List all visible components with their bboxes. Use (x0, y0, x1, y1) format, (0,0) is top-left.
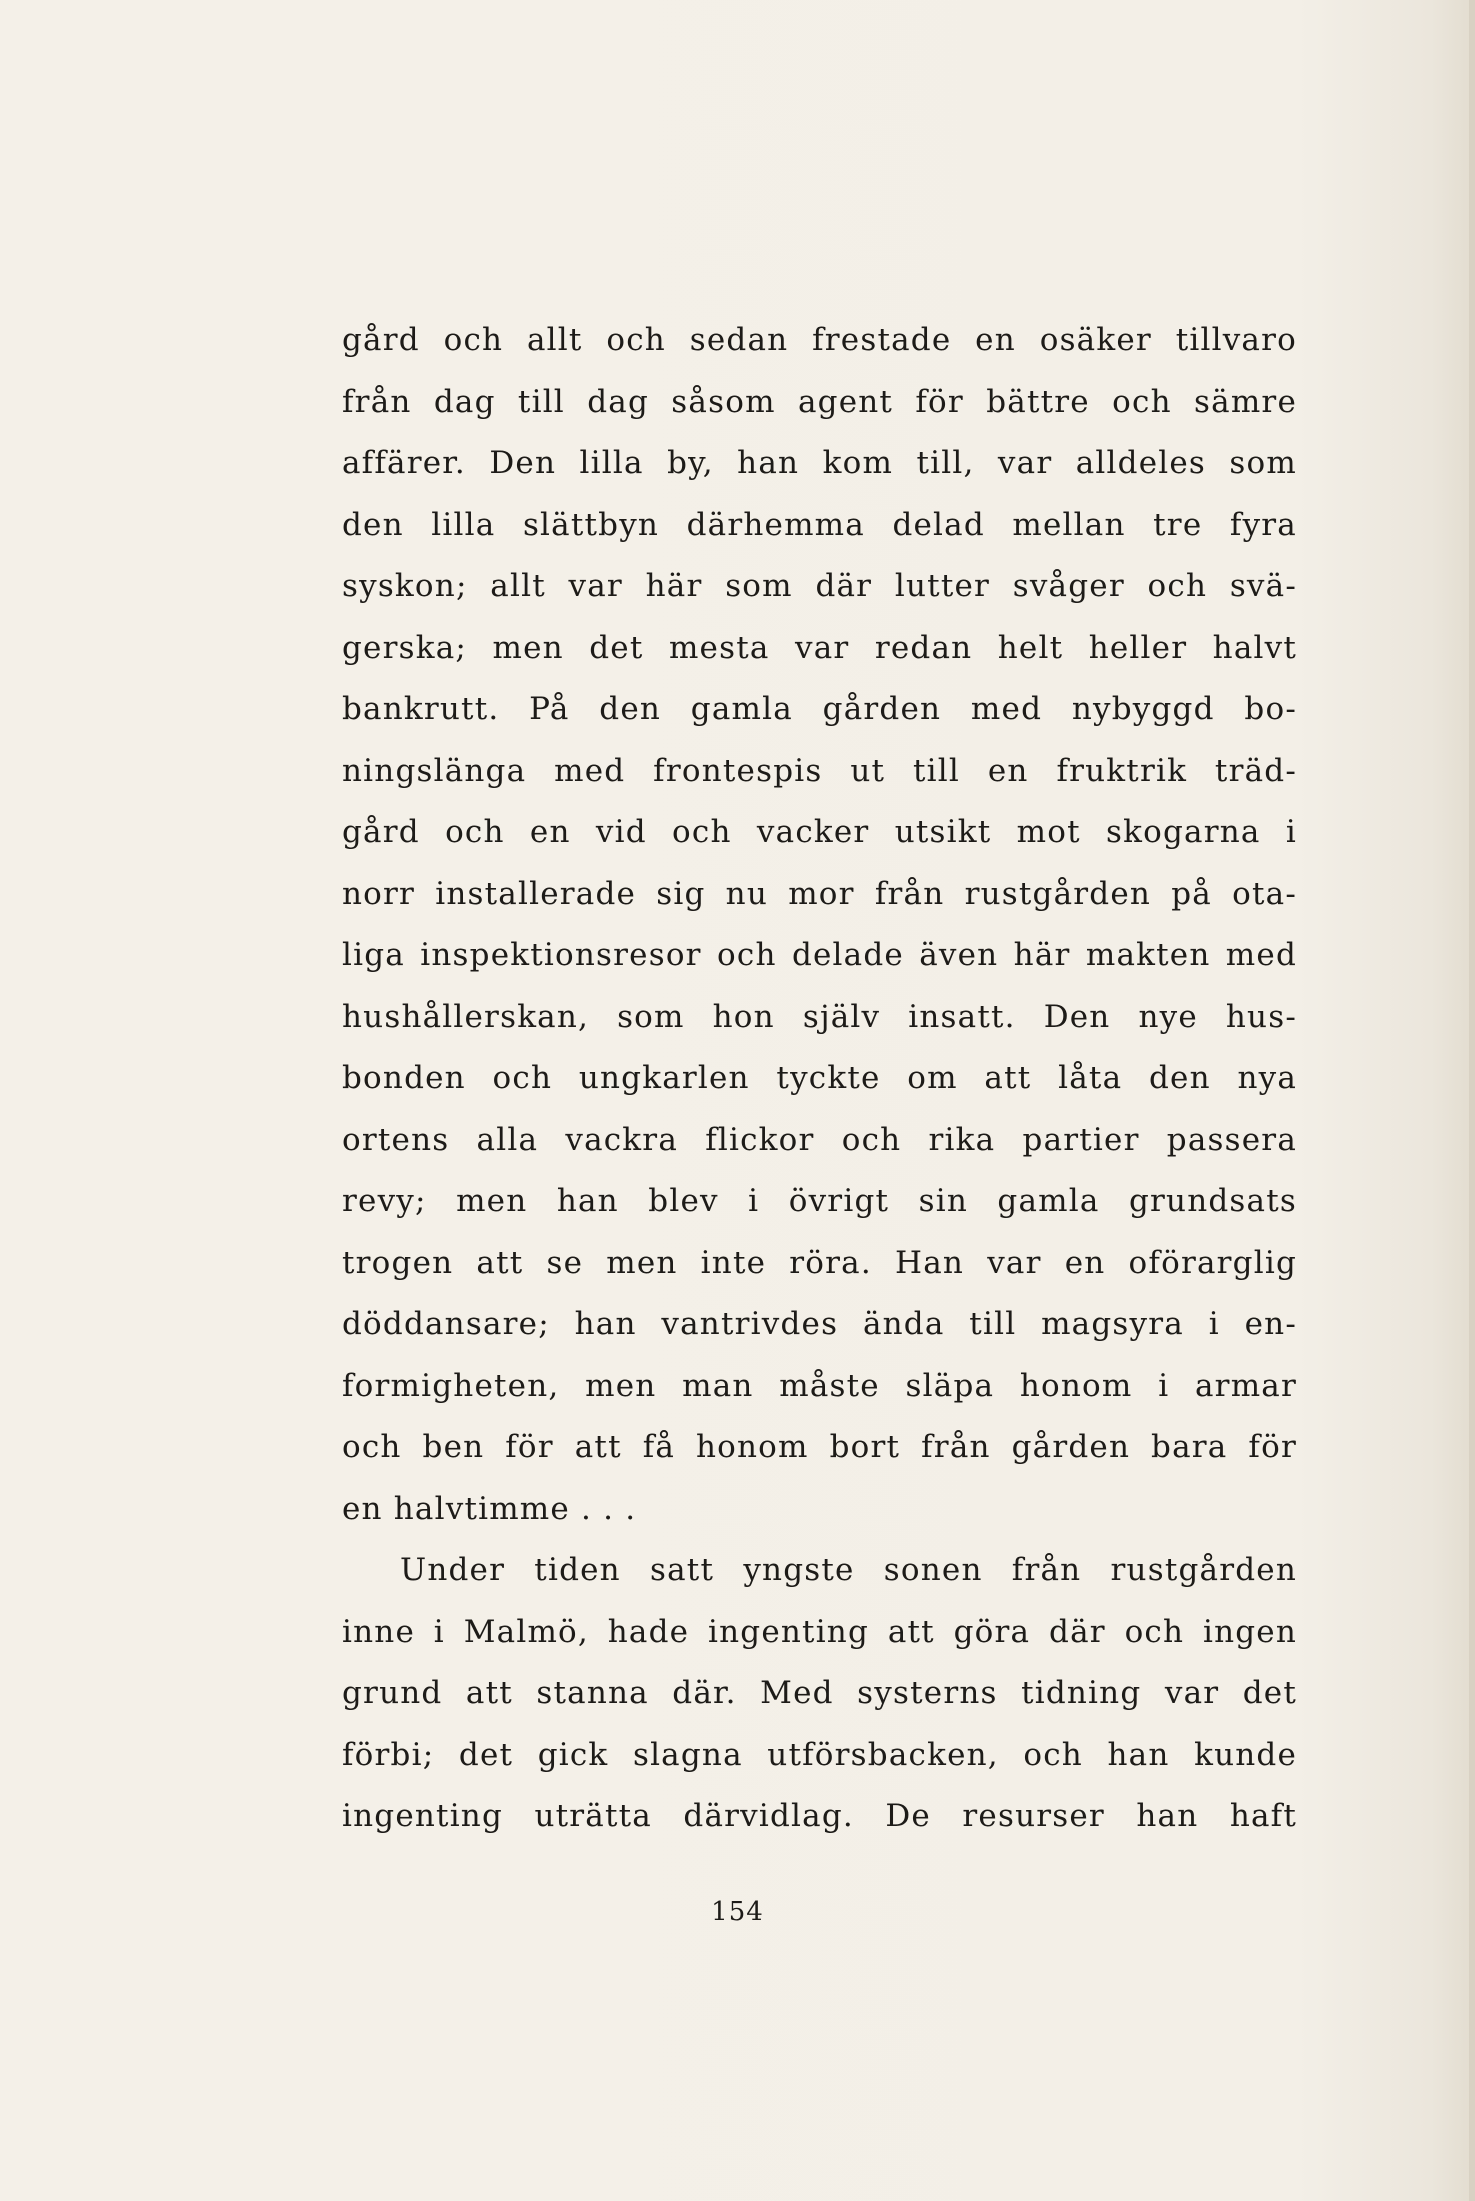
text-line: trogen att se men inte röra. Han var en oförarglig (342, 1244, 1297, 1281)
text-line: förbi; det gick slagna utförsbacken, och han kunde (342, 1736, 1297, 1773)
text-line: norr installerade sig nu mor från rustgården på ota- (342, 875, 1297, 912)
text-line: från dag till dag såsom agent för bättre och sämre (342, 383, 1297, 420)
page-edge (1469, 0, 1475, 2201)
text-line: gerska; men det mesta var redan helt heller halvt (342, 629, 1297, 666)
text-line: formigheten, men man måste släpa honom i armar (342, 1367, 1297, 1404)
text-line: gård och en vid och vacker utsikt mot skogarna i (342, 814, 1297, 850)
text-line: ingenting uträtta därvidlag. De resurser han haft (342, 1798, 1297, 1834)
text-line: bankrutt. På den gamla gården med nybyggd bo- (342, 691, 1297, 727)
text-line: grund att stanna där. Med systerns tidning var det (342, 1675, 1297, 1711)
text-line: affärer. Den lilla by, han kom till, var alldeles som (342, 445, 1297, 481)
paragraph-start-line: Under tiden satt yngste sonen från rustgården (400, 1552, 1297, 1588)
text-line: liga inspektionsresor och delade även här makten med (342, 937, 1297, 973)
text-line: revy; men han blev i övrigt sin gamla grundsats (342, 1183, 1297, 1219)
body-text (342, 310, 1297, 1848)
text-line: bonden och ungkarlen tyckte om att låta den nya (342, 1060, 1297, 1096)
text-line: och ben för att få honom bort från gården bara för (342, 1429, 1297, 1465)
text-line: hushållerskan, som hon själv insatt. Den nye hus- (342, 998, 1297, 1035)
text-line: gård och allt och sedan frestade en osäker tillvaro (342, 322, 1297, 358)
text-line: en halvtimme . . . (342, 1490, 637, 1527)
text-line: ortens alla vackra flickor och rika partier passera (342, 1121, 1297, 1158)
page-number: 154 (711, 1897, 764, 1927)
text-line: syskon; allt var här som där lutter svåger och svä- (342, 568, 1297, 604)
text-line: ningslänga med frontespis ut till en fruktrik träd- (342, 752, 1297, 789)
text-line: döddansare; han vantrivdes ända till magsyra i en- (342, 1306, 1297, 1342)
text-line: den lilla slättbyn därhemma delad mellan tre fyra (342, 506, 1297, 543)
text-line: inne i Malmö, hade ingenting att göra där och ingen (342, 1613, 1297, 1650)
